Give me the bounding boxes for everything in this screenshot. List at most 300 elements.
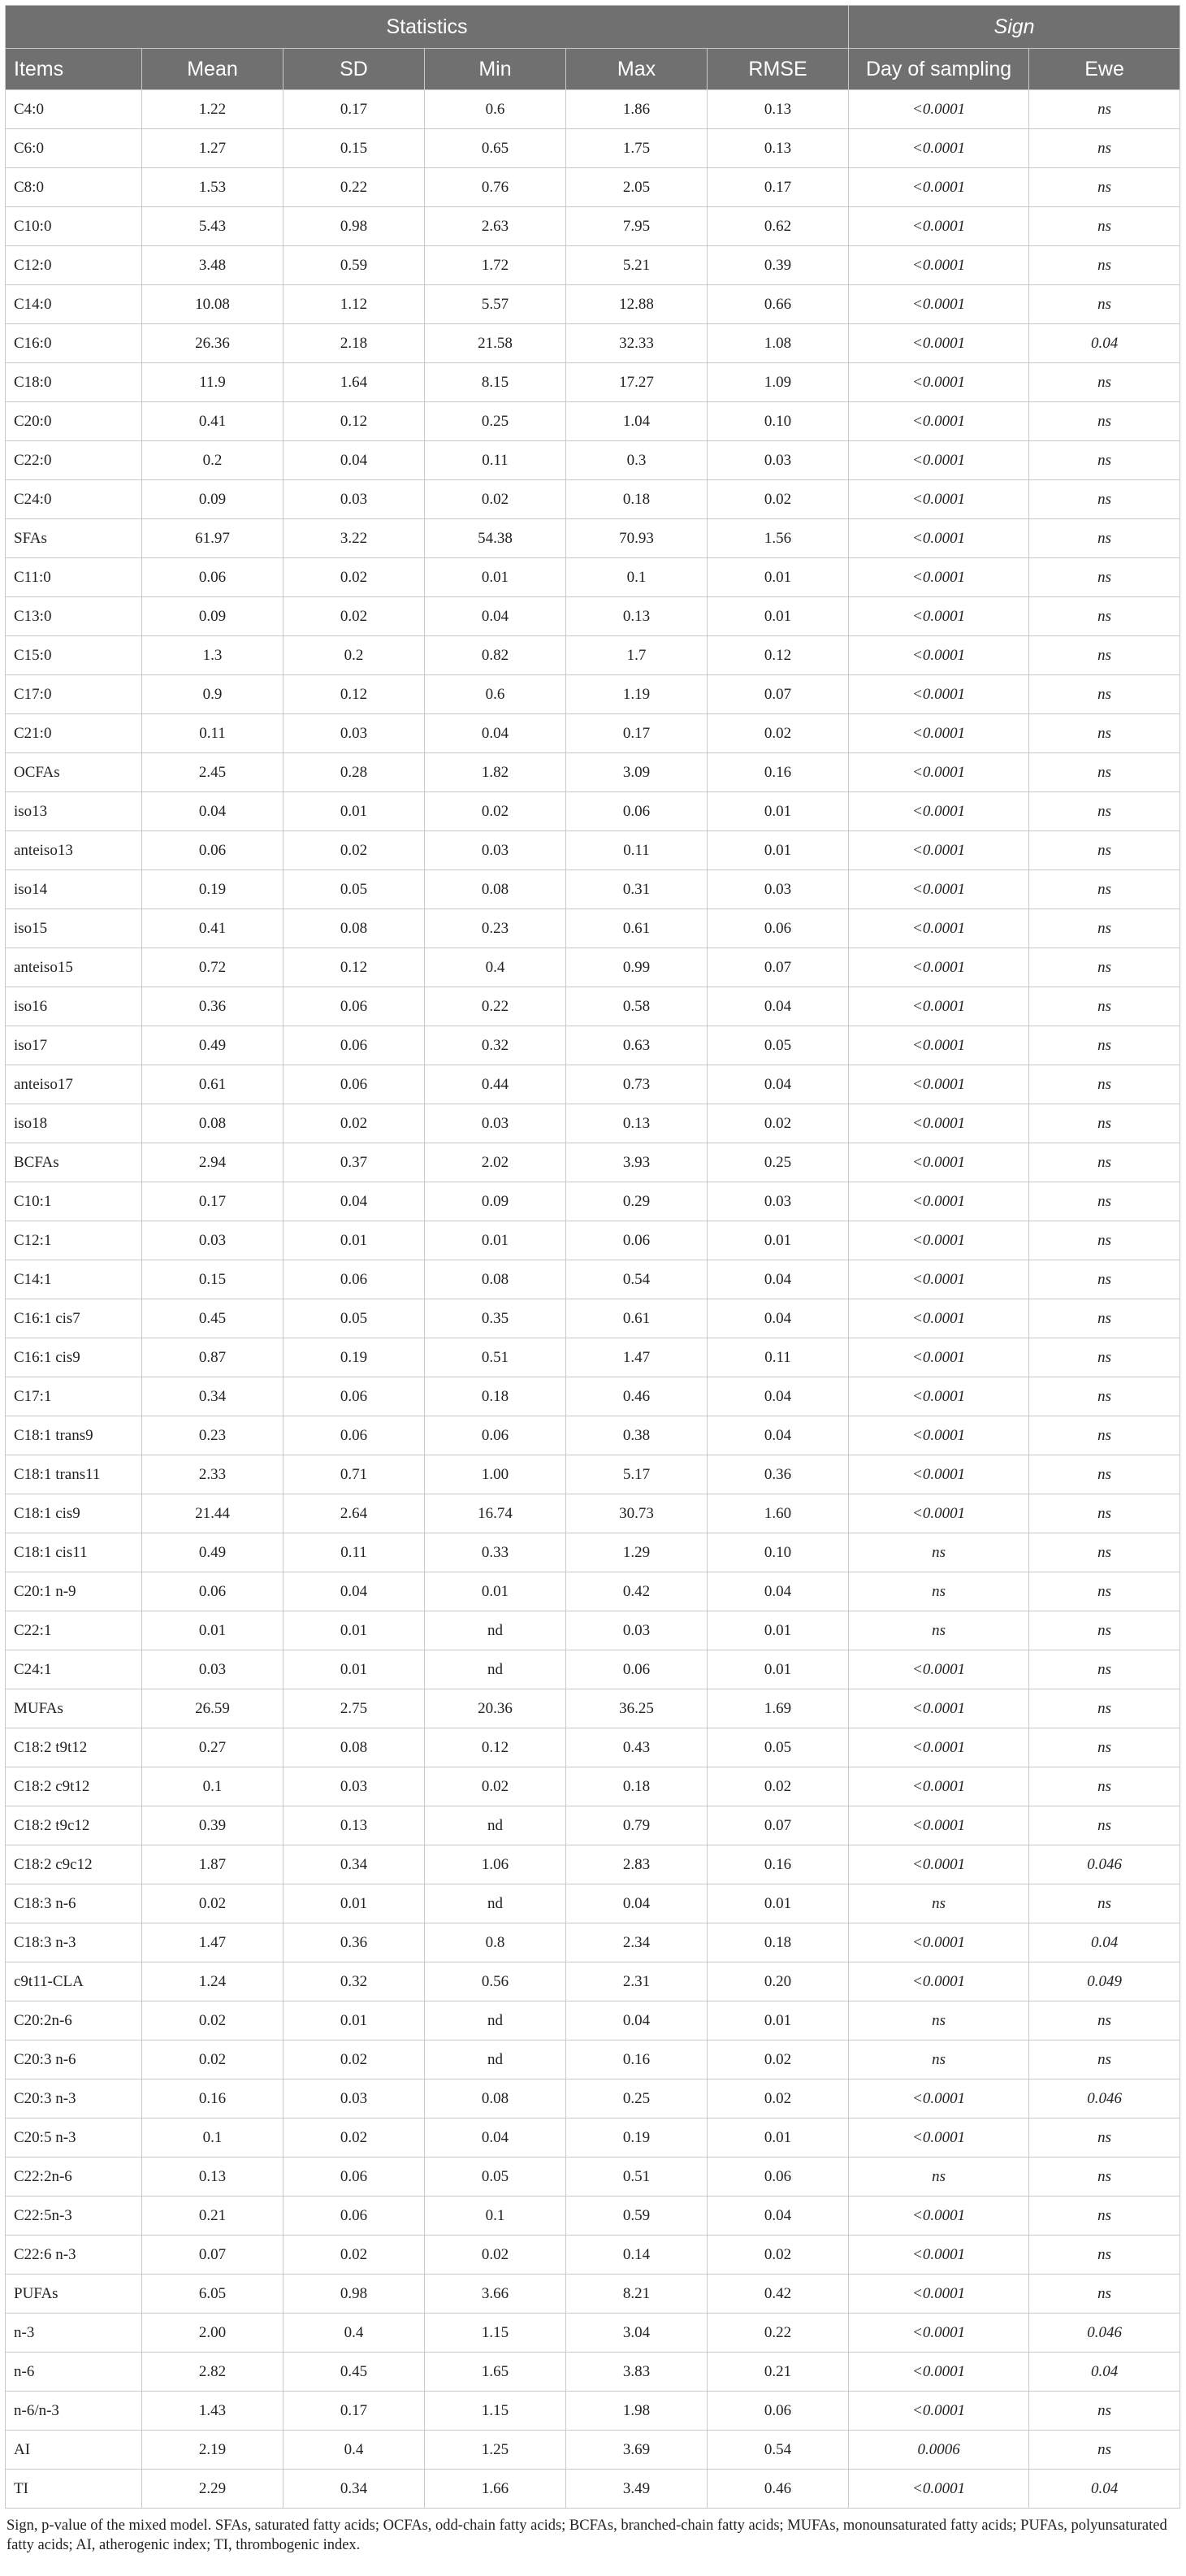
mean-cell: 26.36	[142, 324, 284, 363]
max-cell: 0.59	[566, 2197, 708, 2236]
sd-cell: 0.02	[284, 597, 425, 636]
mean-cell: 0.41	[142, 402, 284, 441]
min-cell: nd	[425, 1884, 566, 1923]
min-cell: 0.22	[425, 987, 566, 1026]
mean-cell: 0.2	[142, 441, 284, 480]
max-cell: 0.19	[566, 2118, 708, 2158]
rmse-cell: 0.02	[708, 2040, 849, 2079]
table-row	[6, 1767, 1180, 1806]
item-cell: TI	[6, 2470, 142, 2509]
table-header	[6, 6, 1180, 90]
item-cell: C18:2 t9c12	[6, 1806, 142, 1845]
rmse-cell: 0.03	[708, 870, 849, 909]
sd-cell: 0.4	[284, 2431, 425, 2470]
ewe-cell: ns	[1029, 2158, 1180, 2197]
day-of-sampling-cell: <0.0001	[849, 1182, 1029, 1221]
max-cell: 1.47	[566, 1338, 708, 1377]
ewe-cell: ns	[1029, 363, 1180, 402]
item-cell: C16:1 cis9	[6, 1338, 142, 1377]
rmse-cell: 0.01	[708, 558, 849, 597]
column-header-sd: SD	[284, 49, 425, 90]
table-row	[6, 792, 1180, 831]
mean-cell: 1.87	[142, 1845, 284, 1884]
rmse-cell: 0.13	[708, 129, 849, 168]
mean-cell: 3.48	[142, 246, 284, 285]
table-row	[6, 1845, 1180, 1884]
max-cell: 3.93	[566, 1143, 708, 1182]
min-cell: 0.03	[425, 1104, 566, 1143]
ewe-cell: ns	[1029, 1221, 1180, 1260]
item-cell: C18:1 trans9	[6, 1416, 142, 1455]
rmse-cell: 1.69	[708, 1689, 849, 1728]
day-of-sampling-cell: <0.0001	[849, 597, 1029, 636]
min-cell: nd	[425, 2040, 566, 2079]
day-of-sampling-cell: <0.0001	[849, 90, 1029, 129]
mean-cell: 1.22	[142, 90, 284, 129]
rmse-cell: 0.07	[708, 1806, 849, 1845]
table-row	[6, 441, 1180, 480]
table-row	[6, 324, 1180, 363]
sd-cell: 0.28	[284, 753, 425, 792]
max-cell: 0.31	[566, 870, 708, 909]
max-cell: 2.31	[566, 1962, 708, 2001]
day-of-sampling-cell: <0.0001	[849, 1845, 1029, 1884]
table-row	[6, 1650, 1180, 1689]
day-of-sampling-cell: 0.0006	[849, 2431, 1029, 2470]
item-cell: C16:0	[6, 324, 142, 363]
max-cell: 0.25	[566, 2079, 708, 2118]
ewe-cell: ns	[1029, 1260, 1180, 1299]
day-of-sampling-cell: <0.0001	[849, 1338, 1029, 1377]
min-cell: 0.03	[425, 831, 566, 870]
ewe-cell: ns	[1029, 1065, 1180, 1104]
rmse-cell: 0.06	[708, 2392, 849, 2431]
table-row	[6, 207, 1180, 246]
sd-cell: 0.06	[284, 1065, 425, 1104]
mean-cell: 0.02	[142, 2001, 284, 2040]
item-cell: iso18	[6, 1104, 142, 1143]
min-cell: 0.12	[425, 1728, 566, 1767]
table-row	[6, 2040, 1180, 2079]
table-row	[6, 1026, 1180, 1065]
ewe-cell: ns	[1029, 2431, 1180, 2470]
ewe-cell: 0.04	[1029, 1923, 1180, 1962]
min-cell: 16.74	[425, 1494, 566, 1533]
rmse-cell: 0.16	[708, 1845, 849, 1884]
day-of-sampling-cell: <0.0001	[849, 1962, 1029, 2001]
table-row	[6, 285, 1180, 324]
ewe-cell: ns	[1029, 2001, 1180, 2040]
ewe-cell: ns	[1029, 753, 1180, 792]
ewe-cell: ns	[1029, 714, 1180, 753]
item-cell: iso15	[6, 909, 142, 948]
day-of-sampling-cell: <0.0001	[849, 1689, 1029, 1728]
min-cell: 0.33	[425, 1533, 566, 1572]
rmse-cell: 0.01	[708, 597, 849, 636]
table-row	[6, 1611, 1180, 1650]
rmse-cell: 0.10	[708, 1533, 849, 1572]
table-row	[6, 1962, 1180, 2001]
sd-cell: 0.34	[284, 2470, 425, 2509]
item-cell: C18:0	[6, 363, 142, 402]
day-of-sampling-cell: <0.0001	[849, 2470, 1029, 2509]
min-cell: 0.82	[425, 636, 566, 675]
min-cell: 0.6	[425, 675, 566, 714]
rmse-cell: 1.56	[708, 519, 849, 558]
header-column-row	[6, 49, 1180, 90]
item-cell: C20:2n-6	[6, 2001, 142, 2040]
table-row	[6, 558, 1180, 597]
day-of-sampling-cell: <0.0001	[849, 441, 1029, 480]
max-cell: 1.29	[566, 1533, 708, 1572]
day-of-sampling-cell: <0.0001	[849, 714, 1029, 753]
mean-cell: 2.19	[142, 2431, 284, 2470]
rmse-cell: 0.04	[708, 1260, 849, 1299]
item-cell: C20:0	[6, 402, 142, 441]
item-cell: C22:5n-3	[6, 2197, 142, 2236]
mean-cell: 0.06	[142, 1572, 284, 1611]
item-cell: C18:1 cis9	[6, 1494, 142, 1533]
mean-cell: 0.39	[142, 1806, 284, 1845]
mean-cell: 0.45	[142, 1299, 284, 1338]
rmse-cell: 0.21	[708, 2353, 849, 2392]
min-cell: 1.82	[425, 753, 566, 792]
item-cell: anteiso15	[6, 948, 142, 987]
item-cell: C22:2n-6	[6, 2158, 142, 2197]
max-cell: 0.58	[566, 987, 708, 1026]
rmse-cell: 0.01	[708, 1611, 849, 1650]
rmse-cell: 0.13	[708, 90, 849, 129]
sd-cell: 0.08	[284, 1728, 425, 1767]
ewe-cell: ns	[1029, 519, 1180, 558]
mean-cell: 1.53	[142, 168, 284, 207]
mean-cell: 1.47	[142, 1923, 284, 1962]
item-cell: C17:0	[6, 675, 142, 714]
min-cell: 0.25	[425, 402, 566, 441]
rmse-cell: 0.06	[708, 2158, 849, 2197]
min-cell: 5.57	[425, 285, 566, 324]
mean-cell: 5.43	[142, 207, 284, 246]
rmse-cell: 0.25	[708, 1143, 849, 1182]
mean-cell: 26.59	[142, 1689, 284, 1728]
day-of-sampling-cell: <0.0001	[849, 1260, 1029, 1299]
day-of-sampling-cell: <0.0001	[849, 246, 1029, 285]
rmse-cell: 0.36	[708, 1455, 849, 1494]
max-cell: 3.04	[566, 2314, 708, 2353]
mean-cell: 1.43	[142, 2392, 284, 2431]
min-cell: 0.04	[425, 714, 566, 753]
day-of-sampling-cell: <0.0001	[849, 792, 1029, 831]
rmse-cell: 0.20	[708, 1962, 849, 2001]
min-cell: nd	[425, 1650, 566, 1689]
min-cell: 20.36	[425, 1689, 566, 1728]
table-row	[6, 2197, 1180, 2236]
day-of-sampling-cell: <0.0001	[849, 831, 1029, 870]
rmse-cell: 0.02	[708, 2236, 849, 2275]
ewe-cell: 0.04	[1029, 2353, 1180, 2392]
rmse-cell: 0.04	[708, 1377, 849, 1416]
ewe-cell: ns	[1029, 402, 1180, 441]
ewe-cell: ns	[1029, 1533, 1180, 1572]
ewe-cell: ns	[1029, 1494, 1180, 1533]
day-of-sampling-cell: <0.0001	[849, 1299, 1029, 1338]
day-of-sampling-cell: ns	[849, 2158, 1029, 2197]
item-cell: n-6	[6, 2353, 142, 2392]
max-cell: 5.17	[566, 1455, 708, 1494]
mean-cell: 2.29	[142, 2470, 284, 2509]
min-cell: 1.15	[425, 2314, 566, 2353]
mean-cell: 2.33	[142, 1455, 284, 1494]
mean-cell: 1.27	[142, 129, 284, 168]
item-cell: C20:5 n-3	[6, 2118, 142, 2158]
day-of-sampling-cell: <0.0001	[849, 675, 1029, 714]
sd-cell: 0.17	[284, 90, 425, 129]
mean-cell: 0.72	[142, 948, 284, 987]
table-row	[6, 714, 1180, 753]
min-cell: 54.38	[425, 519, 566, 558]
min-cell: 0.09	[425, 1182, 566, 1221]
ewe-cell: ns	[1029, 1767, 1180, 1806]
max-cell: 0.42	[566, 1572, 708, 1611]
rmse-cell: 0.04	[708, 987, 849, 1026]
column-header-mean: Mean	[142, 49, 284, 90]
item-cell: AI	[6, 2431, 142, 2470]
mean-cell: 0.16	[142, 2079, 284, 2118]
day-of-sampling-cell: <0.0001	[849, 480, 1029, 519]
table-row	[6, 2158, 1180, 2197]
max-cell: 30.73	[566, 1494, 708, 1533]
max-cell: 0.43	[566, 1728, 708, 1767]
table-row	[6, 1806, 1180, 1845]
table-row	[6, 987, 1180, 1026]
mean-cell: 0.27	[142, 1728, 284, 1767]
min-cell: 0.6	[425, 90, 566, 129]
item-cell: C24:0	[6, 480, 142, 519]
day-of-sampling-cell: <0.0001	[849, 753, 1029, 792]
max-cell: 5.21	[566, 246, 708, 285]
ewe-cell: ns	[1029, 1806, 1180, 1845]
day-of-sampling-cell: <0.0001	[849, 558, 1029, 597]
table-row	[6, 597, 1180, 636]
sd-cell: 0.11	[284, 1533, 425, 1572]
table-row	[6, 2470, 1180, 2509]
rmse-cell: 1.60	[708, 1494, 849, 1533]
item-cell: C12:1	[6, 1221, 142, 1260]
table-row	[6, 2118, 1180, 2158]
ewe-cell: ns	[1029, 1728, 1180, 1767]
max-cell: 0.04	[566, 2001, 708, 2040]
max-cell: 1.04	[566, 402, 708, 441]
item-cell: n-3	[6, 2314, 142, 2353]
day-of-sampling-cell: ns	[849, 1611, 1029, 1650]
item-cell: C17:1	[6, 1377, 142, 1416]
ewe-cell: ns	[1029, 792, 1180, 831]
sd-cell: 0.02	[284, 831, 425, 870]
sd-cell: 0.08	[284, 909, 425, 948]
table-row	[6, 870, 1180, 909]
header-group-row	[6, 6, 1180, 49]
table-row	[6, 2275, 1180, 2314]
table-row	[6, 1143, 1180, 1182]
max-cell: 0.61	[566, 1299, 708, 1338]
sd-cell: 0.02	[284, 1104, 425, 1143]
max-cell: 0.51	[566, 2158, 708, 2197]
item-cell: anteiso17	[6, 1065, 142, 1104]
mean-cell: 0.07	[142, 2236, 284, 2275]
max-cell: 0.54	[566, 1260, 708, 1299]
rmse-cell: 0.07	[708, 675, 849, 714]
min-cell: 0.35	[425, 1299, 566, 1338]
rmse-cell: 0.04	[708, 1572, 849, 1611]
item-cell: PUFAs	[6, 2275, 142, 2314]
mean-cell: 0.03	[142, 1221, 284, 1260]
item-cell: MUFAs	[6, 1689, 142, 1728]
column-header-ewe: Ewe	[1029, 49, 1180, 90]
item-cell: SFAs	[6, 519, 142, 558]
rmse-cell: 0.10	[708, 402, 849, 441]
table-row	[6, 1065, 1180, 1104]
table-row	[6, 168, 1180, 207]
max-cell: 36.25	[566, 1689, 708, 1728]
ewe-cell: ns	[1029, 1338, 1180, 1377]
rmse-cell: 0.03	[708, 441, 849, 480]
column-header-min: Min	[425, 49, 566, 90]
ewe-cell: ns	[1029, 831, 1180, 870]
rmse-cell: 0.07	[708, 948, 849, 987]
min-cell: nd	[425, 2001, 566, 2040]
mean-cell: 10.08	[142, 285, 284, 324]
item-cell: C21:0	[6, 714, 142, 753]
max-cell: 1.7	[566, 636, 708, 675]
ewe-cell: ns	[1029, 1650, 1180, 1689]
sd-cell: 0.36	[284, 1923, 425, 1962]
ewe-cell: ns	[1029, 2392, 1180, 2431]
ewe-cell: ns	[1029, 1377, 1180, 1416]
statistics-group-header: Statistics	[6, 6, 849, 49]
ewe-cell: ns	[1029, 1572, 1180, 1611]
ewe-cell: ns	[1029, 558, 1180, 597]
day-of-sampling-cell: <0.0001	[849, 207, 1029, 246]
mean-cell: 1.24	[142, 1962, 284, 2001]
max-cell: 3.09	[566, 753, 708, 792]
min-cell: 0.01	[425, 1572, 566, 1611]
rmse-cell: 0.05	[708, 1026, 849, 1065]
sd-cell: 0.05	[284, 870, 425, 909]
max-cell: 0.04	[566, 1884, 708, 1923]
rmse-cell: 0.04	[708, 1299, 849, 1338]
min-cell: 3.66	[425, 2275, 566, 2314]
min-cell: 0.08	[425, 2079, 566, 2118]
ewe-cell: ns	[1029, 2197, 1180, 2236]
ewe-cell: ns	[1029, 870, 1180, 909]
item-cell: c9t11-CLA	[6, 1962, 142, 2001]
ewe-cell: ns	[1029, 1416, 1180, 1455]
ewe-cell: ns	[1029, 1182, 1180, 1221]
max-cell: 2.83	[566, 1845, 708, 1884]
rmse-cell: 0.01	[708, 831, 849, 870]
min-cell: 0.51	[425, 1338, 566, 1377]
rmse-cell: 0.02	[708, 480, 849, 519]
ewe-cell: ns	[1029, 1299, 1180, 1338]
rmse-cell: 0.18	[708, 1923, 849, 1962]
sd-cell: 0.98	[284, 207, 425, 246]
min-cell: 0.02	[425, 2236, 566, 2275]
max-cell: 0.17	[566, 714, 708, 753]
sd-cell: 0.22	[284, 168, 425, 207]
item-cell: C11:0	[6, 558, 142, 597]
ewe-cell: ns	[1029, 441, 1180, 480]
sd-cell: 0.02	[284, 2236, 425, 2275]
max-cell: 0.03	[566, 1611, 708, 1650]
sd-cell: 0.17	[284, 2392, 425, 2431]
day-of-sampling-cell: ns	[849, 1572, 1029, 1611]
mean-cell: 0.13	[142, 2158, 284, 2197]
item-cell: C18:2 c9c12	[6, 1845, 142, 1884]
mean-cell: 0.49	[142, 1533, 284, 1572]
item-cell: C4:0	[6, 90, 142, 129]
sd-cell: 0.06	[284, 1416, 425, 1455]
item-cell: C18:1 cis11	[6, 1533, 142, 1572]
max-cell: 0.1	[566, 558, 708, 597]
min-cell: nd	[425, 1806, 566, 1845]
sd-cell: 3.22	[284, 519, 425, 558]
sd-cell: 0.13	[284, 1806, 425, 1845]
max-cell: 0.13	[566, 1104, 708, 1143]
rmse-cell: 0.02	[708, 1767, 849, 1806]
item-cell: C20:1 n-9	[6, 1572, 142, 1611]
day-of-sampling-cell: <0.0001	[849, 909, 1029, 948]
day-of-sampling-cell: ns	[849, 2001, 1029, 2040]
ewe-cell: ns	[1029, 1884, 1180, 1923]
ewe-cell: ns	[1029, 1143, 1180, 1182]
rmse-cell: 1.09	[708, 363, 849, 402]
min-cell: 0.02	[425, 1767, 566, 1806]
table-row	[6, 1572, 1180, 1611]
sd-cell: 0.03	[284, 714, 425, 753]
mean-cell: 2.00	[142, 2314, 284, 2353]
table-row	[6, 1299, 1180, 1338]
max-cell: 7.95	[566, 207, 708, 246]
day-of-sampling-cell: <0.0001	[849, 519, 1029, 558]
min-cell: 8.15	[425, 363, 566, 402]
rmse-cell: 0.01	[708, 792, 849, 831]
table-row	[6, 675, 1180, 714]
mean-cell: 0.23	[142, 1416, 284, 1455]
day-of-sampling-cell: <0.0001	[849, 1221, 1029, 1260]
max-cell: 1.86	[566, 90, 708, 129]
table-body	[6, 90, 1180, 2509]
table-row	[6, 1221, 1180, 1260]
table-row	[6, 1494, 1180, 1533]
mean-cell: 0.04	[142, 792, 284, 831]
table-footnote: Sign, p-value of the mixed model. SFAs, saturated fatty acids; OCFAs, odd-chain fatty acids; BCFAs, branched-chain fatty acids; MUFAs, monounsaturated fatty acids; PUFAs, polyunsaturated fatty acids; AI, atherogenic index; TI, thrombogenic index.	[6, 2517, 1167, 2553]
sd-cell: 0.15	[284, 129, 425, 168]
mean-cell: 0.11	[142, 714, 284, 753]
min-cell: 1.72	[425, 246, 566, 285]
day-of-sampling-cell: <0.0001	[849, 168, 1029, 207]
day-of-sampling-cell: <0.0001	[849, 948, 1029, 987]
mean-cell: 0.36	[142, 987, 284, 1026]
sd-cell: 0.01	[284, 1221, 425, 1260]
day-of-sampling-cell: <0.0001	[849, 870, 1029, 909]
rmse-cell: 0.02	[708, 2079, 849, 2118]
table-row	[6, 1455, 1180, 1494]
min-cell: 0.44	[425, 1065, 566, 1104]
max-cell: 12.88	[566, 285, 708, 324]
table-row	[6, 1338, 1180, 1377]
day-of-sampling-cell: <0.0001	[849, 1767, 1029, 1806]
mean-cell: 11.9	[142, 363, 284, 402]
